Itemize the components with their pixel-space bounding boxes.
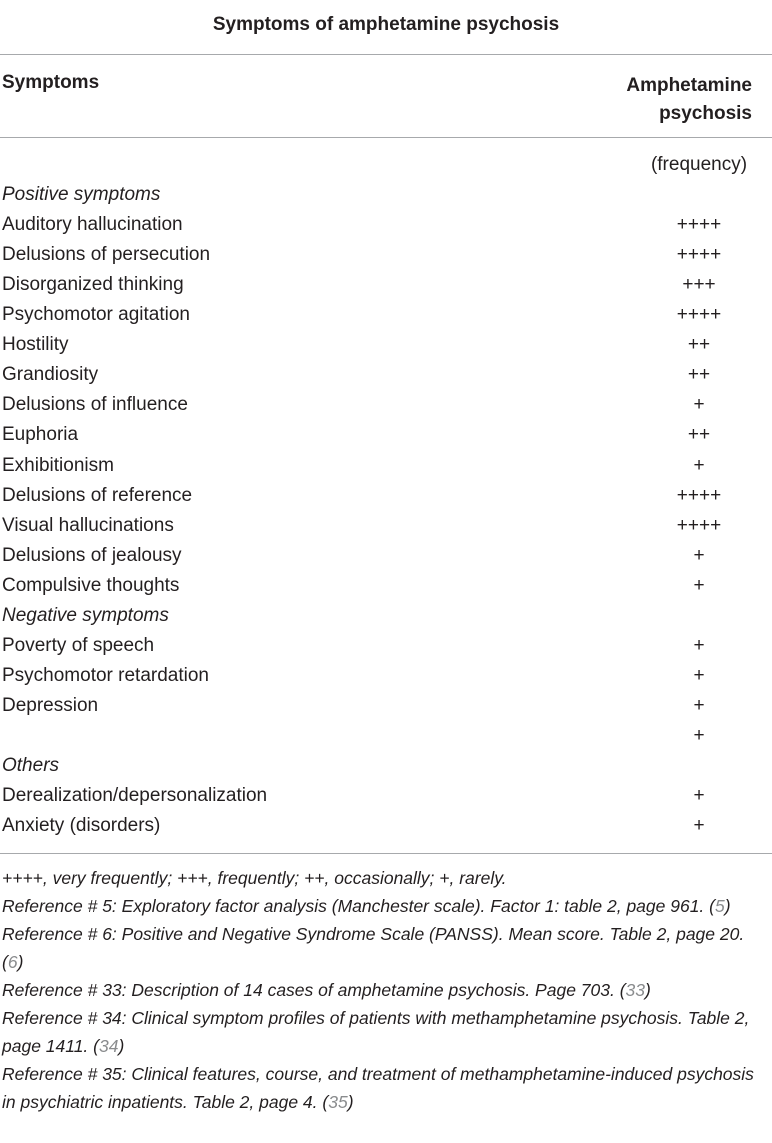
symptom-label: Psychomotor retardation xyxy=(2,664,209,686)
frequency-value: ++ xyxy=(687,334,711,356)
section-label: Negative symptoms xyxy=(2,604,169,626)
table-row xyxy=(0,274,772,304)
frequency-value: + xyxy=(693,785,705,807)
frequency-value: ++++ xyxy=(676,304,722,326)
table-row xyxy=(0,214,772,244)
frequency-value: ++++ xyxy=(676,514,722,536)
column-header-line-1: Amphetamine xyxy=(626,75,752,96)
symptom-label: Psychomotor agitation xyxy=(2,304,190,326)
table-row xyxy=(0,485,772,515)
section-row xyxy=(0,755,772,785)
frequency-value: + xyxy=(693,815,705,837)
frequency-value: ++++ xyxy=(676,244,722,266)
frequency-value: ++++ xyxy=(676,484,722,506)
symptom-label: Grandiosity xyxy=(2,364,99,386)
footnote xyxy=(2,892,768,920)
symptom-label: Derealization/depersonalization xyxy=(2,785,268,807)
reference-link[interactable]: 35 xyxy=(328,1092,348,1112)
frequency-value: + xyxy=(693,574,705,596)
frequency-value: + xyxy=(693,694,705,716)
footnote-close: ) xyxy=(118,1036,125,1056)
symptom-label: Auditory hallucination xyxy=(2,214,183,236)
column-header-line-2: psychosis xyxy=(659,103,752,124)
table-row xyxy=(0,635,772,665)
footnote-text: Reference # 33: Description of 14 cases of amphetamine psychosis. Page 703. ( xyxy=(2,980,626,1000)
footnote-text: Reference # 35: Clinical features, course, and treatment of methamphetamine-induced psychosis in psychiatric inpatients. Table 2, page 4. ( xyxy=(2,1064,754,1112)
table-footnotes xyxy=(2,864,768,1116)
footnote-close: ) xyxy=(347,1092,354,1112)
symptom-label: Poverty of speech xyxy=(2,634,155,656)
reference-link[interactable]: 34 xyxy=(98,1036,119,1056)
symptom-label: Compulsive thoughts xyxy=(2,574,180,596)
symptom-label: Delusions of reference xyxy=(2,484,193,506)
table-row xyxy=(0,424,772,454)
footnote-text: Reference # 5: Exploratory factor analysis (Manchester scale). Factor 1: table 2, page 961. ( xyxy=(2,896,715,916)
symptom-label: Delusions of jealousy xyxy=(2,544,182,566)
column-header-amphetamine-psychosis xyxy=(572,72,752,128)
table-row xyxy=(0,455,772,485)
footnote-close: ) xyxy=(17,952,24,972)
symptom-label: Depression xyxy=(2,694,99,716)
header-divider xyxy=(0,137,772,138)
table-row xyxy=(0,304,772,334)
table-row xyxy=(0,785,772,815)
reference-link[interactable]: 5 xyxy=(715,896,725,916)
table-row xyxy=(0,725,772,755)
frequency-value: ++++ xyxy=(676,214,722,236)
symptom-label: Exhibitionism xyxy=(2,454,114,476)
symptom-label: Anxiety (disorders) xyxy=(2,815,161,837)
footnote-close: ) xyxy=(724,896,731,916)
table-row xyxy=(0,695,772,725)
frequency-value: + xyxy=(693,454,705,476)
symptom-label: Hostility xyxy=(2,334,69,356)
symptom-label: Disorganized thinking xyxy=(2,274,184,296)
footnote-text: ++++, very frequently; +++, frequently; ++, occasionally; +, rarely. xyxy=(2,868,507,888)
table-row xyxy=(0,154,772,184)
table-row xyxy=(0,575,772,605)
table-row xyxy=(0,815,772,845)
table-row xyxy=(0,334,772,364)
footnote xyxy=(2,864,768,892)
symptom-label: Delusions of influence xyxy=(2,394,188,416)
symptom-label: Visual hallucinations xyxy=(2,514,174,536)
frequency-value: ++ xyxy=(687,424,711,446)
table-title: Symptoms of amphetamine psychosis xyxy=(212,14,560,35)
table-row xyxy=(0,665,772,695)
section-row xyxy=(0,605,772,635)
bottom-divider xyxy=(0,853,772,854)
section-label: Positive symptoms xyxy=(2,184,161,206)
frequency-value: + xyxy=(693,634,705,656)
section-label: Others xyxy=(2,755,60,776)
table-row xyxy=(0,515,772,545)
footnote-close: ) xyxy=(645,980,651,1000)
footnote-text: Reference # 6: Positive and Negative Syndrome Scale (PANSS). Mean score. Table 2, page 20. ( xyxy=(2,924,745,972)
table-row xyxy=(0,244,772,274)
table-row xyxy=(0,394,772,424)
reference-link[interactable]: 33 xyxy=(625,980,646,1000)
frequency-value: ++ xyxy=(687,364,711,386)
symptom-label: Delusions of persecution xyxy=(2,244,211,266)
footnote xyxy=(2,1004,768,1060)
footnote xyxy=(2,976,768,1004)
symptom-label: Euphoria xyxy=(2,424,79,446)
footnote-text: Reference # 34: Clinical symptom profiles of patients with methamphetamine psychosis. Table 2, page 1411. ( xyxy=(2,1008,750,1056)
footnote xyxy=(2,1060,768,1116)
frequency-value: +++ xyxy=(682,274,716,296)
frequency-value: + xyxy=(693,724,705,746)
footnote xyxy=(2,920,768,976)
frequency-value: + xyxy=(693,664,705,686)
section-row xyxy=(0,184,772,214)
reference-link[interactable]: 6 xyxy=(7,952,18,972)
table-row xyxy=(0,545,772,575)
table-row xyxy=(0,364,772,394)
frequency-value: + xyxy=(693,544,705,566)
frequency-value: (frequency) xyxy=(650,154,748,175)
frequency-value: + xyxy=(693,394,705,416)
column-header-symptoms: Symptoms xyxy=(2,72,100,93)
top-divider xyxy=(0,54,772,55)
